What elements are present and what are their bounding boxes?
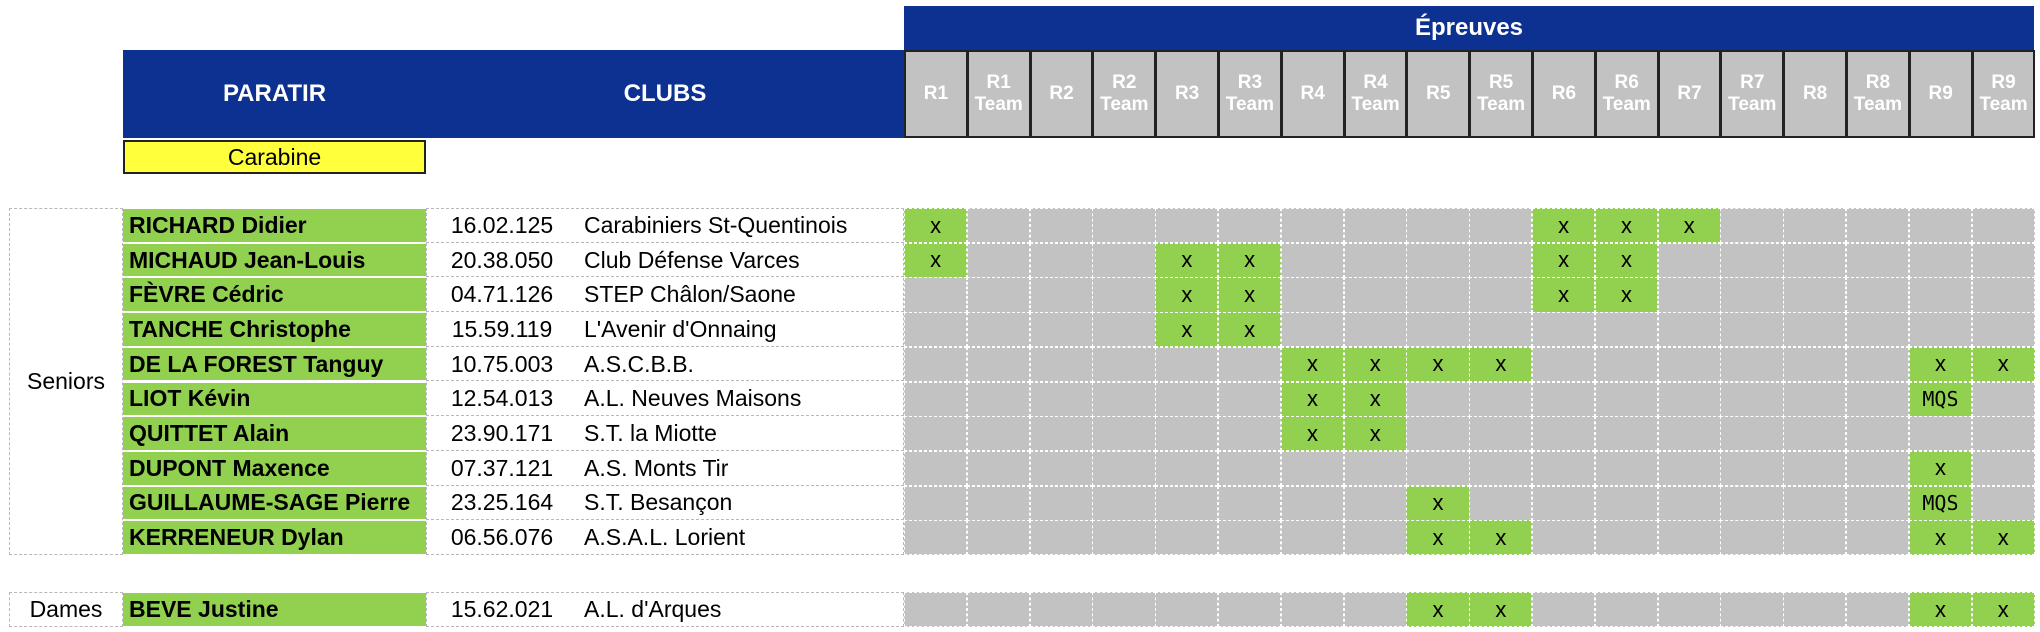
club-name: Club Défense Varces [584,246,800,273]
event-cell [1218,416,1281,451]
event-cell [967,382,1030,417]
event-cell [1658,592,1721,627]
event-cell [1469,277,1532,312]
event-cell [1658,243,1721,278]
event-cell [1532,451,1595,486]
event-cell [1281,486,1344,521]
club-name: A.L. Neuves Maisons [584,385,802,412]
event-cell [1783,592,1846,627]
event-cell [1846,382,1909,417]
event-cell [1281,451,1344,486]
event-cell [904,451,967,486]
event-cell [1658,382,1721,417]
event-cell [1030,312,1093,347]
event-cell [1092,520,1155,555]
event-cell [904,347,967,382]
event-cell: x [1909,347,1972,382]
athlete-name: LIOT Kévin [123,383,426,416]
event-header-r4: R4 [1281,50,1345,138]
event-cell [967,451,1030,486]
event-cell [1281,312,1344,347]
club-name: STEP Châlon/Saone [584,281,796,308]
event-cell [967,347,1030,382]
event-cell: x [1909,451,1972,486]
event-cell [1030,592,1093,627]
event-header-r7-team: R7 Team [1720,50,1784,138]
event-cell [1846,451,1909,486]
event-cell [1469,312,1532,347]
event-cell [1783,208,1846,243]
event-cell [1972,416,2035,451]
event-header-r9-team: R9 Team [1972,50,2036,138]
club-name: S.T. la Miotte [584,420,717,447]
event-cell [1344,277,1407,312]
event-header-r2-team: R2 Team [1092,50,1156,138]
event-cell [1909,416,1972,451]
license-number: 16.02.125 [450,211,554,238]
event-cell [1406,277,1469,312]
event-cell [1030,520,1093,555]
event-cell: x [1406,486,1469,521]
event-header-r2: R2 [1030,50,1094,138]
event-cell [1030,382,1093,417]
event-cell [1972,243,2035,278]
event-cell [1532,416,1595,451]
event-header-r6-team: R6 Team [1595,50,1659,138]
event-cell [967,312,1030,347]
event-cell: x [1972,520,2035,555]
event-cell: x [1406,592,1469,627]
athlete-name: DUPONT Maxence [123,452,426,485]
event-cell: x [1155,277,1218,312]
event-cell [1846,208,1909,243]
event-cell [1783,347,1846,382]
event-cell [1783,416,1846,451]
event-cell: x [1658,208,1721,243]
event-cell [1658,486,1721,521]
event-cell [1972,451,2035,486]
event-cell [1783,486,1846,521]
event-cell [1595,416,1658,451]
event-cell [1720,382,1783,417]
event-cell [1218,592,1281,627]
event-cell [1281,208,1344,243]
event-cell [1469,486,1532,521]
event-cell [1344,592,1407,627]
event-cell [1658,520,1721,555]
event-cell [1092,382,1155,417]
club-name: L'Avenir d'Onnaing [584,315,777,342]
club-name: A.S. Monts Tir [584,454,729,481]
event-cell [1406,312,1469,347]
event-cell [904,416,967,451]
event-cell [1030,277,1093,312]
club-name: A.S.C.B.B. [584,350,694,377]
event-cell [904,486,967,521]
athlete-name: BEVE Justine [123,593,426,626]
event-header-r8: R8 [1783,50,1847,138]
athlete-name: KERRENEUR Dylan [123,521,426,554]
event-cell [1092,208,1155,243]
event-cell [1092,486,1155,521]
event-cell [1344,451,1407,486]
event-cell [1281,592,1344,627]
club-name: A.L. d'Arques [584,595,722,622]
event-cell: x [1595,277,1658,312]
event-cell [1783,243,1846,278]
event-cell [1218,486,1281,521]
event-cell: x [1532,277,1595,312]
event-cell [1155,451,1218,486]
event-cell [1658,347,1721,382]
event-cell: x [1155,243,1218,278]
event-cell [1155,382,1218,417]
clubs-header: CLUBS [426,50,904,138]
event-cell [1720,312,1783,347]
event-cell [1344,243,1407,278]
event-cell [1281,277,1344,312]
event-cell: MQS [1909,486,1972,521]
event-cell [1720,451,1783,486]
event-cell [1846,416,1909,451]
event-cell: x [904,208,967,243]
event-cell [1406,208,1469,243]
event-cell [1846,520,1909,555]
athlete-name: QUITTET Alain [123,417,426,450]
event-cell [1155,520,1218,555]
event-cell [904,592,967,627]
event-header-r4-team: R4 Team [1344,50,1408,138]
event-cell [1344,486,1407,521]
event-cell [1783,277,1846,312]
event-cell [1909,312,1972,347]
event-cell [1909,208,1972,243]
event-header-r6: R6 [1532,50,1596,138]
event-cell [1092,592,1155,627]
event-cell [1155,416,1218,451]
event-cell [1595,520,1658,555]
event-cell [1909,277,1972,312]
event-cell [1218,347,1281,382]
license-number: 04.71.126 [450,281,554,308]
event-cell [1658,451,1721,486]
event-cell: x [1469,520,1532,555]
event-cell: x [1469,347,1532,382]
event-cell [967,208,1030,243]
license-number: 23.90.171 [450,420,554,447]
event-cell [1469,416,1532,451]
event-cell [904,520,967,555]
license-number: 06.56.076 [450,524,554,551]
event-cell [1972,277,2035,312]
event-cell: MQS [1909,382,1972,417]
event-header-r5-team: R5 Team [1469,50,1533,138]
event-cell [1030,347,1093,382]
license-number: 23.25.164 [450,489,554,516]
event-cell: x [1406,347,1469,382]
license-number: 07.37.121 [450,454,554,481]
club-name: S.T. Besançon [584,489,733,516]
event-cell [1532,486,1595,521]
event-cell [1532,347,1595,382]
event-cell [1030,416,1093,451]
event-cell [1846,347,1909,382]
event-cell [904,312,967,347]
license-number: 12.54.013 [450,385,554,412]
paratir-header: PARATIR [123,50,426,138]
event-cell [1595,451,1658,486]
event-cell: x [1344,347,1407,382]
athlete-name: DE LA FOREST Tanguy [123,348,426,381]
club-name: A.S.A.L. Lorient [584,524,746,551]
event-cell [1030,243,1093,278]
event-cell [1972,382,2035,417]
event-cell [1092,416,1155,451]
event-header-r3-team: R3 Team [1218,50,1282,138]
event-cell [1783,312,1846,347]
event-cell: x [1281,382,1344,417]
event-cell [967,243,1030,278]
event-cell [1595,347,1658,382]
event-cell [1092,451,1155,486]
license-number: 10.75.003 [450,350,554,377]
event-cell [1720,486,1783,521]
event-cell [1846,486,1909,521]
event-header-r5: R5 [1406,50,1470,138]
event-cell [967,277,1030,312]
event-cell [1720,592,1783,627]
event-cell [967,486,1030,521]
event-cell [1469,243,1532,278]
event-cell [1344,312,1407,347]
event-cell [1532,382,1595,417]
event-cell [1783,520,1846,555]
event-cell [1281,243,1344,278]
event-cell [1595,312,1658,347]
event-cell [1658,312,1721,347]
event-cell [1595,592,1658,627]
event-header-r1: R1 [904,50,968,138]
event-cell [1469,382,1532,417]
event-cell: x [1595,243,1658,278]
event-cell [1155,486,1218,521]
event-cell [1092,347,1155,382]
athlete-name: TANCHE Christophe [123,313,426,346]
event-cell [1720,416,1783,451]
event-cell: x [1909,592,1972,627]
event-cell: x [1344,382,1407,417]
event-cell [1846,277,1909,312]
event-cell [1155,208,1218,243]
event-cell: x [1532,243,1595,278]
event-cell [1469,208,1532,243]
event-cell [1218,520,1281,555]
club-name: Carabiniers St-Quentinois [584,211,848,238]
event-cell [1344,520,1407,555]
group-label: Dames [29,595,103,622]
discipline-badge: Carabine [123,140,426,174]
event-cell: x [1972,592,2035,627]
event-cell [1846,592,1909,627]
event-cell [1406,243,1469,278]
event-cell [1720,520,1783,555]
event-cell [1030,451,1093,486]
event-cell: x [1972,347,2035,382]
event-cell: x [1595,208,1658,243]
event-cell: x [1218,243,1281,278]
event-cell: x [1532,208,1595,243]
event-cell [1532,592,1595,627]
event-header-r8-team: R8 Team [1846,50,1910,138]
event-cell: x [1218,312,1281,347]
event-cell [1218,208,1281,243]
athlete-name: FÈVRE Cédric [123,278,426,311]
event-cell [1720,277,1783,312]
event-cell: x [1281,416,1344,451]
event-cell [1720,208,1783,243]
event-cell: x [904,243,967,278]
athlete-name: MICHAUD Jean-Louis [123,244,426,277]
event-cell [1406,416,1469,451]
event-cell [904,277,967,312]
event-cell [1595,486,1658,521]
event-cell [1030,486,1093,521]
event-cell [1720,347,1783,382]
event-cell [1972,486,2035,521]
event-cell: x [1281,347,1344,382]
event-cell [904,382,967,417]
license-number: 15.62.021 [450,595,554,622]
epreuves-header: Épreuves [904,6,2034,50]
event-cell [1218,451,1281,486]
event-cell [1092,243,1155,278]
event-cell [1344,208,1407,243]
license-number: 20.38.050 [450,246,554,273]
event-cell [1532,312,1595,347]
athlete-name: RICHARD Didier [123,209,426,242]
event-cell [1030,208,1093,243]
event-cell [1658,277,1721,312]
event-cell [1406,451,1469,486]
event-cell [1846,312,1909,347]
event-cell [967,520,1030,555]
event-cell: x [1218,277,1281,312]
event-cell [1092,277,1155,312]
event-cell: x [1406,520,1469,555]
license-number: 15.59.119 [451,315,553,342]
event-header-r1-team: R1 Team [967,50,1031,138]
event-cell [1595,382,1658,417]
event-cell [1783,451,1846,486]
event-header-r3: R3 [1155,50,1219,138]
event-cell [1155,592,1218,627]
event-cell [967,592,1030,627]
event-cell [1972,312,2035,347]
event-cell: x [1155,312,1218,347]
event-cell [1972,208,2035,243]
event-header-r9: R9 [1909,50,1973,138]
event-cell [1406,382,1469,417]
group-label: Seniors [27,368,105,394]
event-cell [1783,382,1846,417]
event-cell [1720,243,1783,278]
event-cell [1092,312,1155,347]
event-cell [1218,382,1281,417]
event-cell [1846,243,1909,278]
event-cell: x [1469,592,1532,627]
event-cell: x [1909,520,1972,555]
event-cell [1155,347,1218,382]
event-header-r7: R7 [1658,50,1722,138]
event-cell [1532,520,1595,555]
event-cell [1281,520,1344,555]
event-cell [1658,416,1721,451]
event-cell [967,416,1030,451]
athlete-name: GUILLAUME-SAGE Pierre [123,487,426,520]
event-cell: x [1344,416,1407,451]
event-cell [1469,451,1532,486]
event-cell [1909,243,1972,278]
